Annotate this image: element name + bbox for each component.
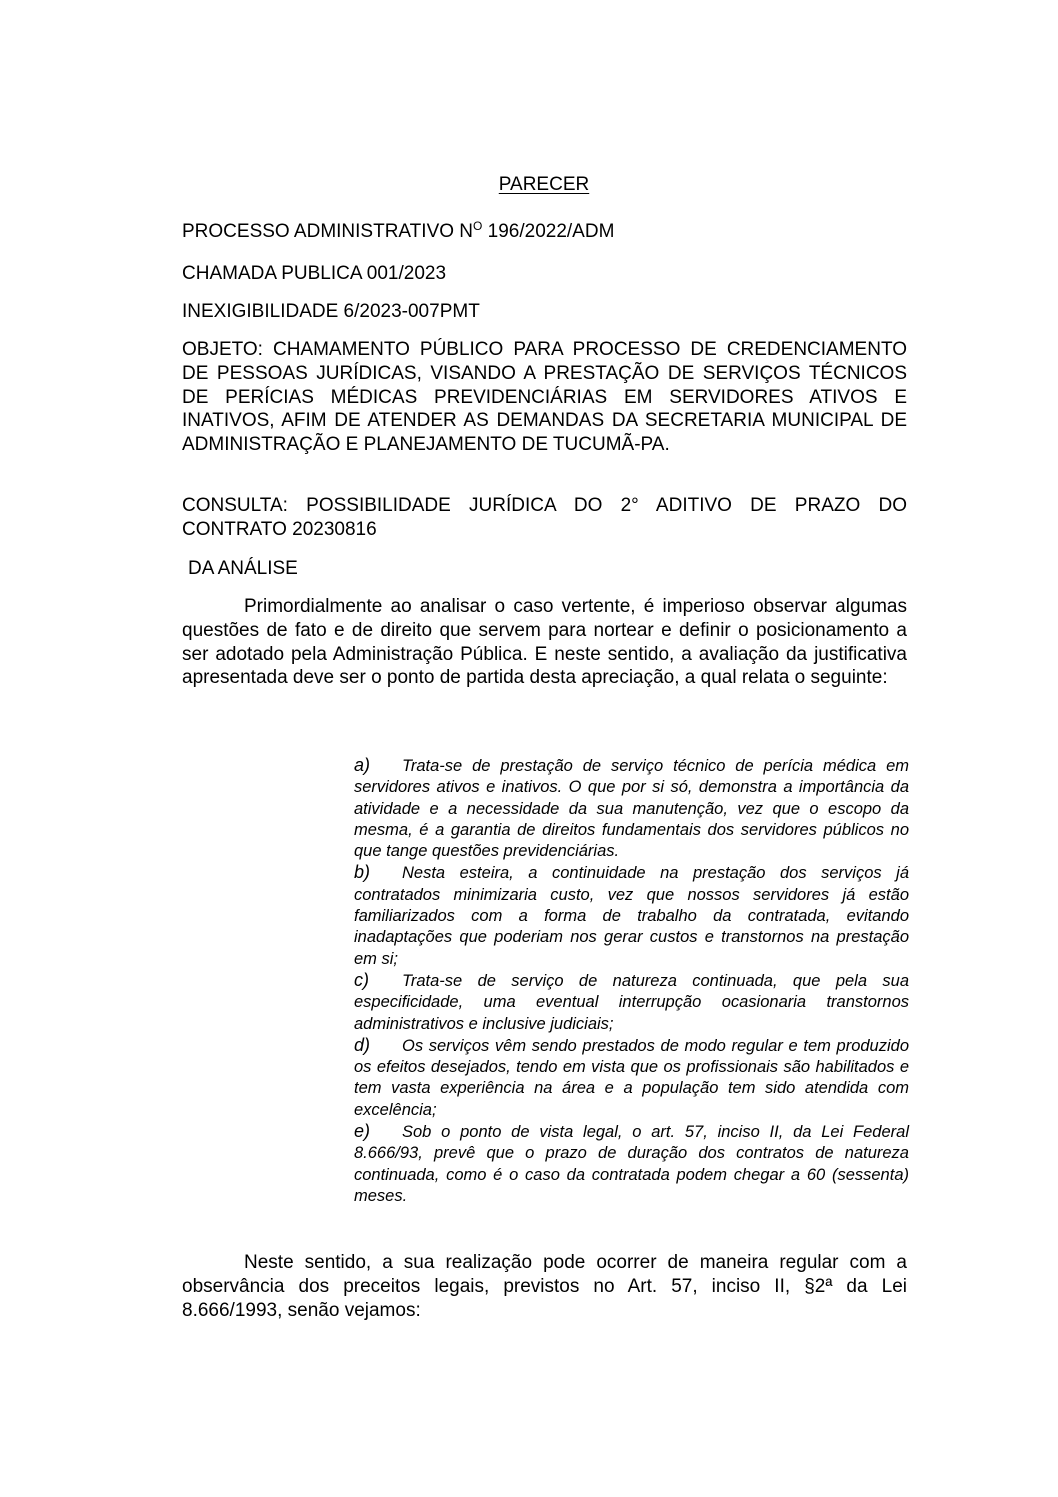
consulta-paragraph: CONSULTA: POSSIBILIDADE JURÍDICA DO 2° ADITIVO DE PRAZO DO CONTRATO 20230816 — [182, 495, 907, 540]
quote-item-text: Os serviços vêm sendo prestados de modo regular e tem produzido os efeitos desejados, tendo em vista que os profissionais são habilitados e tem vasta experiência na área e a população tem sido atendida com excelência; — [354, 1036, 909, 1119]
quote-item-label: a) — [354, 755, 371, 775]
quote-item-text: Sob o ponto de vista legal, o art. 57, inciso II, da Lei Federal 8.666/93, prevê que o prazo de duração dos contratos de natureza continuada, como é o caso da contratada podem chegar a 60 (sessenta) meses. — [354, 1123, 909, 1205]
quote-item-text: Trata-se de prestação de serviço técnico de perícia médica em servidores ativos e inativos. O que por si só, demonstra a importância da atividade e a necessidade da sua manutenção, vez que o escopo da mesma, é a garantia de direitos fundamentais dos servidores públicos no que tange questões previdenciárias. — [354, 757, 909, 861]
document-title: PARECER — [498, 174, 590, 195]
quote-item-text: Nesta esteira, a continuidade na prestação dos serviços já contratados minimizaria custo, vez que nossos servidores já estão familiarizados com a forma de trabalho da contratada, evitando inadaptações que poderiam nos gerar custos e transtornos na prestação em si; — [354, 864, 909, 968]
inexigibilidade-line: INEXIGIBILIDADE 6/2023-007PMT — [182, 301, 480, 322]
quote-item-label: c) — [354, 969, 369, 990]
quote-item — [354, 1121, 909, 1207]
objeto-paragraph: OBJETO: CHAMAMENTO PÚBLICO PARA PROCESSO DE CREDENCIAMENTO DE PESSOAS JURÍDICAS, VISANDO A PRESTAÇÃO DE SERVIÇOS TÉCNICOS DE PERÍCIAS MÉDICAS PREVIDENCIÁRIAS EM SERVIDORES ATIVOS E INATIVOS, AFIM DE ATENDER AS DEMANDAS DA SECRETARIA MUNICIPAL DE ADMINISTRAÇÃO E PLANEJAMENTO DE TUCUMÃ-PA. — [182, 339, 907, 456]
processo-superscript: O — [473, 219, 483, 233]
quote-item-label: e) — [354, 1121, 371, 1142]
quote-item — [354, 970, 909, 1035]
quote-item-label: d) — [354, 1034, 371, 1055]
analysis-paragraph: Primordialmente ao analisar o caso vertente, é imperioso observar algumas questões de fato e de direito que servem para nortear e definir o posicionamento a ser adotado pela Administração Pública. E neste sentido, a avaliação da justificativa apresentada deve ser o ponto de partida desta apreciação, a qual relata o seguinte: — [182, 596, 907, 689]
processo-line — [182, 220, 614, 244]
quote-item — [354, 1035, 909, 1121]
processo-number: 196/2022/ADM — [482, 221, 615, 242]
section-heading: DA ANÁLISE — [188, 558, 298, 579]
processo-prefix: PROCESSO ADMINISTRATIVO N — [182, 221, 474, 242]
quote-item — [354, 862, 909, 969]
quote-item — [354, 755, 909, 862]
quote-item-text: Trata-se de serviço de natureza continuada, que pela sua especificidade, uma eventual interrupção ocasionaria transtornos administrativos e inclusive judiciais; — [354, 971, 909, 1033]
conclusion-paragraph: Neste sentido, a sua realização pode ocorrer de maneira regular com a observância dos preceitos legais, previstos no Art. 57, inciso II, §2ª da Lei 8.666/1993, senão vejamos: — [182, 1252, 907, 1321]
justification-quote — [354, 755, 909, 1207]
chamada-line: CHAMADA PUBLICA 001/2023 — [182, 263, 447, 284]
quote-item-label: b) — [354, 862, 371, 883]
